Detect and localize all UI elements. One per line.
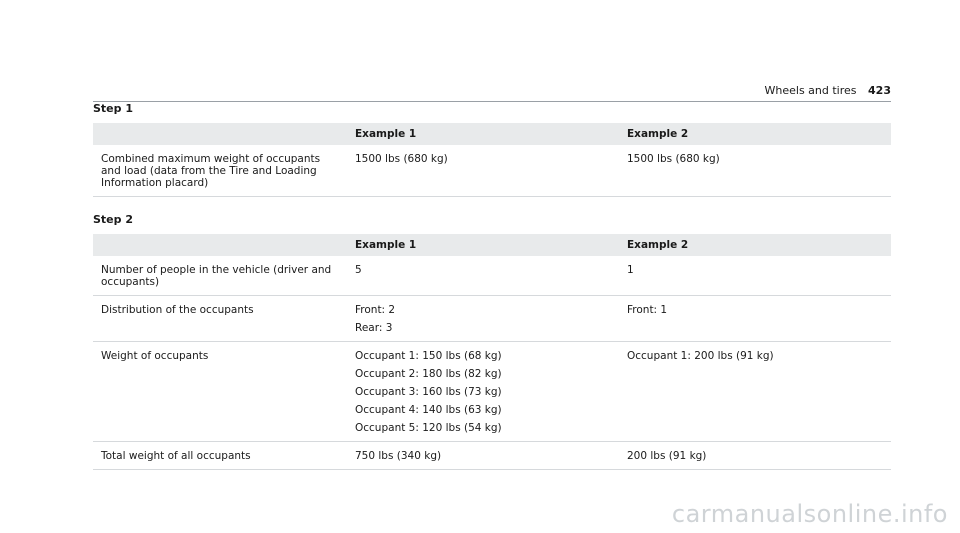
page-number: 423 xyxy=(868,84,891,97)
cell-line: 1 xyxy=(627,264,634,276)
example-1-cell xyxy=(347,442,619,470)
table-row xyxy=(93,296,891,342)
cell-line: 1500 lbs (680 kg) xyxy=(355,153,448,165)
step-2-table xyxy=(93,234,891,470)
row-label: Combined maximum weight of occupants and load (data from the Tire and Loading Information placard) xyxy=(93,145,347,197)
row-label: Weight of occupants xyxy=(93,342,347,442)
table-row xyxy=(93,145,891,197)
example-2-cell xyxy=(619,145,891,197)
example-1-cell xyxy=(347,342,619,442)
cell-line: Occupant 1: 150 lbs (68 kg) xyxy=(355,350,502,362)
row-label: Number of people in the vehicle (driver and occupants) xyxy=(93,256,347,296)
row-label: Total weight of all occupants xyxy=(93,442,347,470)
table-row xyxy=(93,442,891,470)
column-header: Example 1 xyxy=(347,123,619,145)
cell-line: 750 lbs (340 kg) xyxy=(355,450,442,462)
table-header-row xyxy=(93,123,891,145)
watermark: carmanualsonline.info xyxy=(671,500,948,528)
column-header xyxy=(93,234,347,256)
page-header xyxy=(765,84,891,97)
column-header: Example 2 xyxy=(619,234,891,256)
example-1-cell xyxy=(347,256,619,296)
example-2-cell xyxy=(619,342,891,442)
table-header-row xyxy=(93,234,891,256)
section-title: Wheels and tires xyxy=(764,84,857,97)
cell-line: Occupant 2: 180 lbs (82 kg) xyxy=(355,368,502,380)
step-1-table xyxy=(93,123,891,197)
example-2-cell xyxy=(619,442,891,470)
cell-line: 1500 lbs (680 kg) xyxy=(627,153,720,165)
row-label: Distribution of the occupants xyxy=(93,296,347,342)
column-header xyxy=(93,123,347,145)
step-2-title: Step 2 xyxy=(93,213,133,226)
cell-line: Occupant 3: 160 lbs (73 kg) xyxy=(355,386,502,398)
cell-line: Occupant 5: 120 lbs (54 kg) xyxy=(355,422,502,434)
cell-line: Front: 2 xyxy=(355,304,396,316)
cell-line: 200 lbs (91 kg) xyxy=(627,450,707,462)
step-1-title: Step 1 xyxy=(93,102,133,115)
example-1-cell xyxy=(347,145,619,197)
example-1-cell xyxy=(347,296,619,342)
header-rule xyxy=(93,101,891,102)
cell-line: Occupant 1: 200 lbs (91 kg) xyxy=(627,350,774,362)
cell-line: Front: 1 xyxy=(627,304,668,316)
example-2-cell xyxy=(619,296,891,342)
cell-line: 5 xyxy=(355,264,362,276)
column-header: Example 1 xyxy=(347,234,619,256)
column-header: Example 2 xyxy=(619,123,891,145)
cell-line: Rear: 3 xyxy=(355,322,393,334)
table-row xyxy=(93,342,891,442)
table-row xyxy=(93,256,891,296)
cell-line: Occupant 4: 140 lbs (63 kg) xyxy=(355,404,502,416)
example-2-cell xyxy=(619,256,891,296)
